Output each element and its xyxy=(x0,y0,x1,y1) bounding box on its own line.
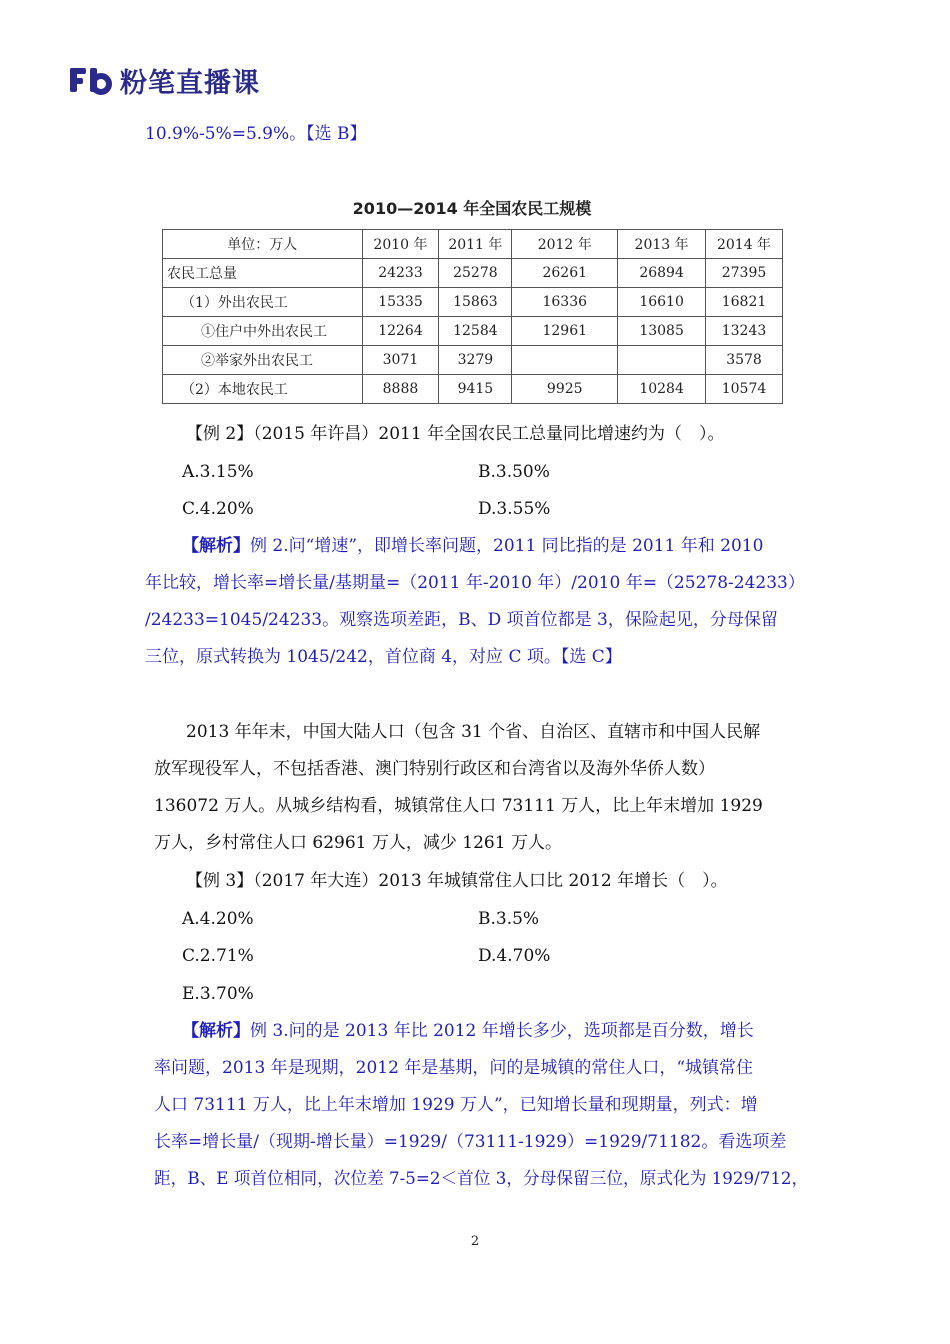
table-cell: 8888 xyxy=(362,375,439,404)
row-label: （1）外出农民工 xyxy=(163,288,363,317)
brand-logo xyxy=(68,60,260,100)
table-row xyxy=(163,317,783,346)
q3-stem: 【例 3】（2017 年大连）2013 年城镇常住人口比 2012 年增长（ ）。 xyxy=(186,871,728,891)
table-row xyxy=(163,288,783,317)
table-cell: 9925 xyxy=(512,375,618,404)
q3-analysis-line: 率问题，2013 年是现期，2012 年是基期，问的是城镇的常住人口，“城镇常住 xyxy=(154,1058,754,1078)
table-cell: 25278 xyxy=(439,259,512,288)
table-cell xyxy=(618,346,706,375)
table-header-row xyxy=(163,230,783,259)
q2-analysis-line: /24233=1045/24233。观察选项差距，B、D 项首位都是 3，保险起见，分母保留 xyxy=(145,610,778,630)
table-cell: 3071 xyxy=(362,346,439,375)
passage-line: 万人，乡村常住人口 62961 万人，减少 1261 万人。 xyxy=(154,833,562,853)
row-label: ①住户中外出农民工 xyxy=(163,317,363,346)
q3-option-b: B.3.5% xyxy=(478,909,540,929)
table-cell: 13085 xyxy=(618,317,706,346)
data-table xyxy=(162,229,783,404)
previous-answer: 10.9%-5%=5.9%。【选 B】 xyxy=(145,124,367,144)
table-cell: 15335 xyxy=(362,288,439,317)
q2-option-c: C.4.20% xyxy=(182,499,254,519)
passage-line: 136072 万人。从城乡结构看，城镇常住人口 73111 万人，比上年末增加 1929 xyxy=(154,796,763,816)
table-row xyxy=(163,259,783,288)
table-cell: 13243 xyxy=(706,317,783,346)
analysis-tag: 【解析】 xyxy=(182,536,250,556)
table-header-cell: 2013 年 xyxy=(618,230,706,259)
table-cell xyxy=(512,346,618,375)
table-cell: 15863 xyxy=(439,288,512,317)
brand-name: 粉笔直播课 xyxy=(120,67,260,99)
table-cell: 26261 xyxy=(512,259,618,288)
table-cell: 12584 xyxy=(439,317,512,346)
table-header-cell: 2011 年 xyxy=(439,230,512,259)
table-cell: 16610 xyxy=(618,288,706,317)
fb-logo-icon xyxy=(68,64,112,96)
table-cell: 9415 xyxy=(439,375,512,404)
analysis-tag: 【解析】 xyxy=(182,1021,250,1041)
table-cell: 16336 xyxy=(512,288,618,317)
page-number: 2 xyxy=(470,1234,480,1249)
row-label: （2）本地农民工 xyxy=(163,375,363,404)
row-label: ②举家外出农民工 xyxy=(163,346,363,375)
q2-option-a: A.3.15% xyxy=(182,462,254,482)
table-header-cell: 单位：万人 xyxy=(163,230,363,259)
table-cell: 16821 xyxy=(706,288,783,317)
table-cell: 3578 xyxy=(706,346,783,375)
table-cell: 26894 xyxy=(618,259,706,288)
table-cell: 12264 xyxy=(362,317,439,346)
table-row xyxy=(163,375,783,404)
table-cell: 10284 xyxy=(618,375,706,404)
table-cell: 12961 xyxy=(512,317,618,346)
table-cell: 10574 xyxy=(706,375,783,404)
q3-option-d: D.4.70% xyxy=(478,946,551,966)
table-cell: 3279 xyxy=(439,346,512,375)
q3-analysis-line: 距，B、E 项首位相同，次位差 7-5=2＜首位 3，分母保留三位，原式化为 1929/712， xyxy=(154,1169,809,1189)
table-header-cell: 2012 年 xyxy=(512,230,618,259)
table-cell: 24233 xyxy=(362,259,439,288)
passage-line: 2013 年年末，中国大陆人口（包含 31 个省、自治区、直辖市和中国人民解 xyxy=(186,722,761,742)
table-row xyxy=(163,346,783,375)
q2-analysis-line: 三位，原式转换为 1045/242，首位商 4，对应 C 项。【选 C】 xyxy=(145,647,622,667)
q3-option-c: C.2.71% xyxy=(182,946,254,966)
q2-analysis-line: 年比较，增长率=增长量/基期量=（2011 年-2010 年）/2010 年=（25278-24233） xyxy=(145,573,805,593)
table-header-cell: 2010 年 xyxy=(362,230,439,259)
q3-option-e: E.3.70% xyxy=(182,984,254,1004)
table-title: 2010—2014 年全国农民工规模 xyxy=(352,199,592,218)
q2-analysis-line xyxy=(182,535,763,557)
analysis-text: 例 3.问的是 2013 年比 2012 年增长多少，选项都是百分数，增长 xyxy=(250,1021,754,1041)
table-cell: 27395 xyxy=(706,259,783,288)
q3-analysis-line xyxy=(182,1020,754,1042)
row-label: 农民工总量 xyxy=(163,259,363,288)
passage-line: 放军现役军人，不包括香港、澳门特别行政区和台湾省以及海外华侨人数） xyxy=(154,759,715,779)
q3-option-a: A.4.20% xyxy=(182,909,254,929)
table-header-cell: 2014 年 xyxy=(706,230,783,259)
q3-analysis-line: 长率=增长量/（现期-增长量）=1929/（73111-1929）=1929/71182。看选项差 xyxy=(154,1132,787,1152)
q2-stem: 【例 2】（2015 年许昌）2011 年全国农民工总量同比增速约为（ ）。 xyxy=(186,424,725,444)
analysis-text: 例 2.问“增速”，即增长率问题，2011 同比指的是 2011 年和 2010 xyxy=(250,536,764,556)
q2-option-b: B.3.50% xyxy=(478,462,550,482)
q2-option-d: D.3.55% xyxy=(478,499,551,519)
q3-analysis-line: 人口 73111 万人，比上年末增加 1929 万人”，已知增长量和现期量，列式：增 xyxy=(154,1095,758,1115)
